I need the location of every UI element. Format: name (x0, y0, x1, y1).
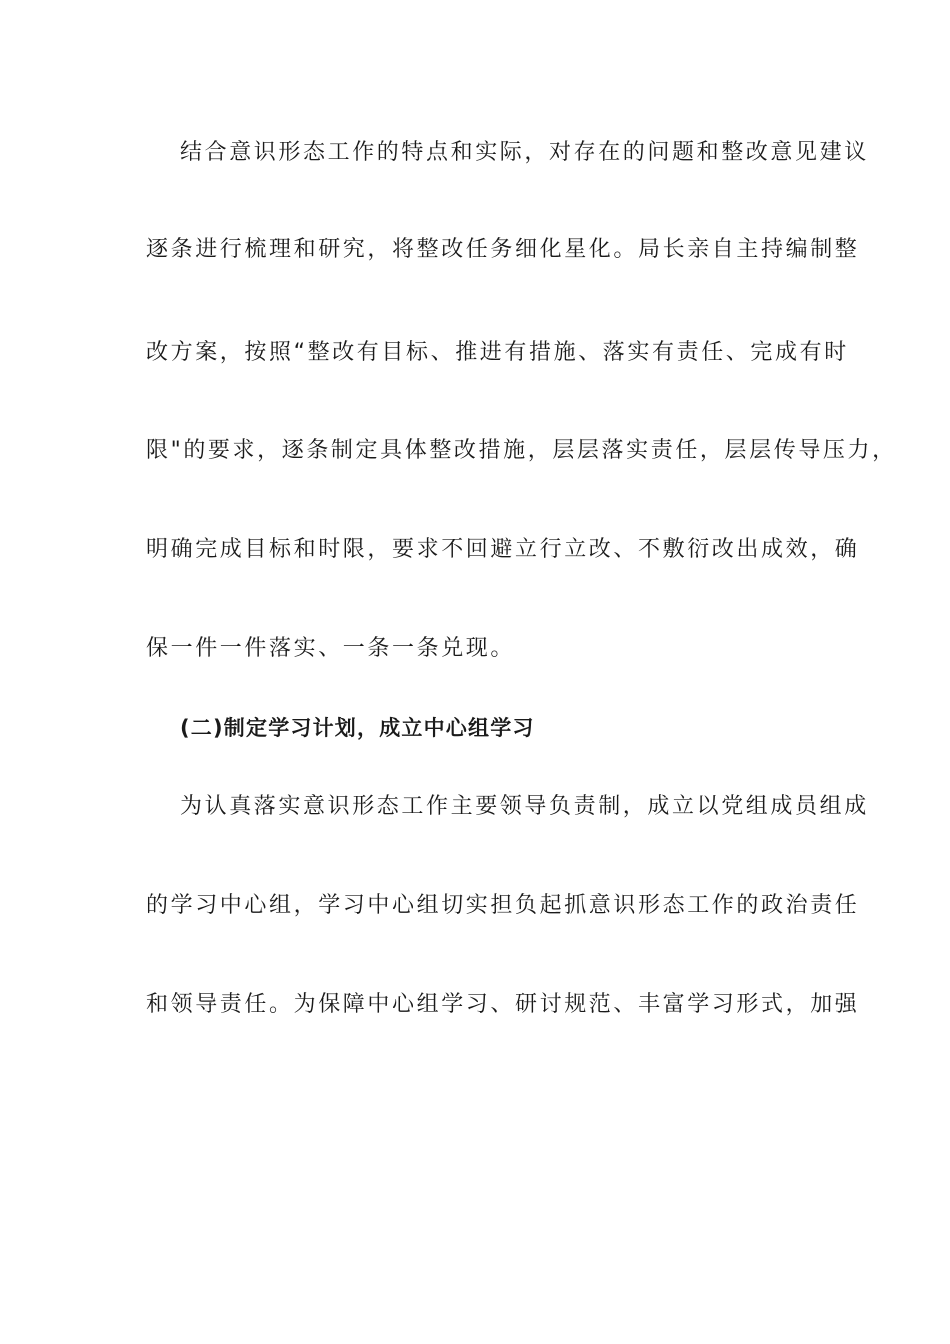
section-heading: (二)制定学习计划，成立中心组学习 (180, 716, 535, 740)
paragraph-1-line-3: 改方案，按照“整改有目标、推进有措施、落实有责任、完成有时 (146, 340, 849, 365)
paragraph-1-line-2: 逐条进行梳理和研究，将整改任务细化星化。局长亲自主持编制整 (146, 237, 860, 262)
paragraph-1-line-5: 明确完成目标和时限，要求不回避立行立改、不敷衍改出成效，确 (146, 537, 860, 562)
paragraph-2-line-2: 的学习中心组，学习中心组切实担负起抓意识形态工作的政治责任 (146, 893, 860, 918)
paragraph-1-line-1: 结合意识形态工作的特点和实际，对存在的问题和整改意见建议 (180, 140, 869, 165)
paragraph-1-line-4: 限"的要求，逐条制定具体整改措施，层层落实责任，层层传导压力， (146, 438, 897, 463)
paragraph-2-line-1: 为认真落实意识形态工作主要领导负责制，成立以党组成员组成 (180, 794, 869, 819)
paragraph-1-line-6: 保一件一件落实、一条一条兑现。 (146, 636, 516, 661)
paragraph-2-line-3: 和领导责任。为保障中心组学习、研讨规范、丰富学习形式，加强 (146, 992, 860, 1017)
